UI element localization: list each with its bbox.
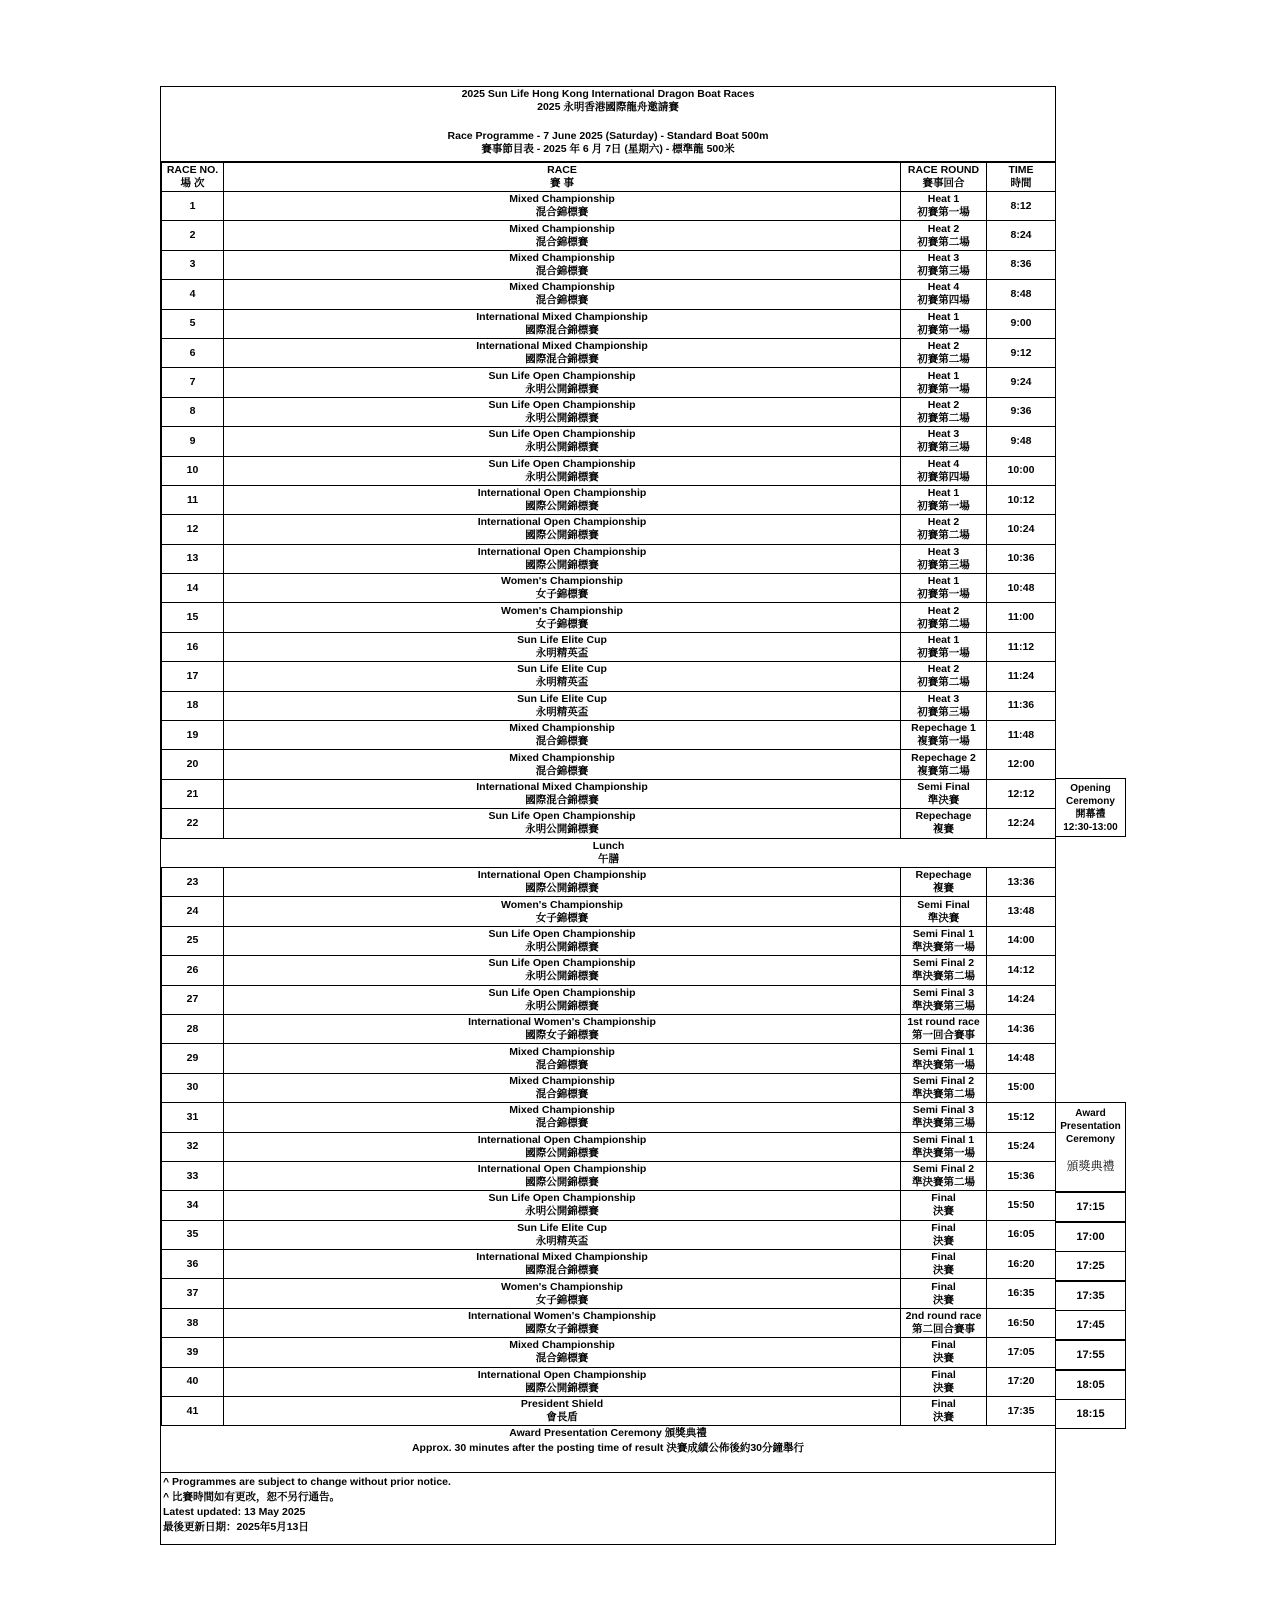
race-time-cell: 8:36 (987, 250, 1056, 279)
race-time-cell: 8:12 (987, 192, 1056, 221)
race-row (162, 779, 1056, 808)
race-round-cell: Final 決賽 (901, 1397, 987, 1426)
race-no-cell: 23 (162, 867, 224, 896)
race-no-cell: 16 (162, 632, 224, 661)
race-name-cell: Sun Life Elite Cup 永明精英盃 (224, 632, 901, 661)
race-time-cell: 17:20 (987, 1367, 1056, 1396)
award-time-box: 17:00 (1055, 1222, 1126, 1252)
race-time-cell: 10:24 (987, 515, 1056, 544)
race-round-cell: Repechage 複賽 (901, 809, 987, 838)
race-time-cell: 12:24 (987, 809, 1056, 838)
race-no-cell: 22 (162, 809, 224, 838)
race-name-cell: Sun Life Open Championship 永明公開錦標賽 (224, 956, 901, 985)
race-no-cell: 32 (162, 1132, 224, 1161)
race-time-cell: 9:00 (987, 309, 1056, 338)
race-round-cell: Repechage 複賽 (901, 867, 987, 896)
race-row (162, 750, 1056, 779)
race-row (162, 574, 1056, 603)
race-round-cell: Repechage 1 複賽第一場 (901, 721, 987, 750)
race-time-cell: 11:24 (987, 662, 1056, 691)
race-name-cell: Mixed Championship 混合錦標賽 (224, 1103, 901, 1132)
race-time-cell: 16:20 (987, 1250, 1056, 1279)
race-row (162, 456, 1056, 485)
race-no-cell: 25 (162, 926, 224, 955)
race-name-cell: Sun Life Open Championship 永明公開錦標賽 (224, 397, 901, 426)
race-no-cell: 10 (162, 456, 224, 485)
race-row (162, 1279, 1056, 1308)
note-change-zh: ^ 比賽時間如有更改，恕不另行通告。 (163, 1491, 341, 1503)
race-time-cell: 17:35 (987, 1397, 1056, 1426)
race-no-cell: 40 (162, 1367, 224, 1396)
race-round-cell: Heat 1 初賽第一場 (901, 485, 987, 514)
race-name-cell: International Mixed Championship 國際混合錦標賽 (224, 338, 901, 367)
race-no-cell: 27 (162, 985, 224, 1014)
race-no-cell: 3 (162, 250, 224, 279)
race-no-cell: 35 (162, 1220, 224, 1249)
race-time-cell: 15:00 (987, 1073, 1056, 1102)
race-time-cell: 9:36 (987, 397, 1056, 426)
race-time-cell: 9:48 (987, 427, 1056, 456)
race-round-cell: 1st round race 第一回合賽事 (901, 1014, 987, 1043)
race-round-cell: Semi Final 2 準決賽第二場 (901, 956, 987, 985)
race-no-cell: 39 (162, 1338, 224, 1367)
title-en: 2025 Sun Life Hong Kong International Dragon Boat Races (461, 88, 755, 100)
race-row (162, 1073, 1056, 1102)
race-time-cell: 15:12 (987, 1103, 1056, 1132)
race-round-cell: Semi Final 3 準決賽第三場 (901, 985, 987, 1014)
race-name-cell: Sun Life Elite Cup 永明精英盃 (224, 691, 901, 720)
title-zh: 2025 永明香港國際龍舟邀請賽 (537, 101, 679, 113)
updated-zh: 最後更新日期：2025年5月13日 (163, 1521, 309, 1533)
race-name-cell: Women's Championship 女子錦標賽 (224, 897, 901, 926)
race-no-cell: 36 (162, 1250, 224, 1279)
race-round-cell: 2nd round race 第二回合賽事 (901, 1308, 987, 1337)
race-row (162, 250, 1056, 279)
race-round-cell: Repechage 2 複賽第二場 (901, 750, 987, 779)
subtitle-zh: 賽事節目表 - 2025 年 6 月 7日 (星期六) - 標準龍 500米 (481, 143, 735, 155)
award-note: Award Presentation Ceremony 頒獎典禮 Approx. 30 minutes after the posting time of result 決賽成績公佈後約30分鐘舉行 (411, 1427, 805, 1455)
race-no-cell: 21 (162, 779, 224, 808)
race-name-cell: Mixed Championship 混合錦標賽 (224, 280, 901, 309)
race-name-cell: Sun Life Open Championship 永明公開錦標賽 (224, 368, 901, 397)
race-time-cell: 14:24 (987, 985, 1056, 1014)
race-row (162, 280, 1056, 309)
race-round-cell: Semi Final 3 準決賽第三場 (901, 1103, 987, 1132)
race-round-cell: Semi Final 1 準決賽第一場 (901, 926, 987, 955)
race-round-cell: Final 決賽 (901, 1191, 987, 1220)
race-row (162, 691, 1056, 720)
race-row (162, 427, 1056, 456)
race-time-cell: 11:48 (987, 721, 1056, 750)
race-row (162, 1308, 1056, 1337)
race-name-cell: Mixed Championship 混合錦標賽 (224, 221, 901, 250)
race-row (162, 721, 1056, 750)
award-time-box: 17:25 (1055, 1251, 1126, 1281)
race-row (162, 632, 1056, 661)
race-time-cell: 13:48 (987, 897, 1056, 926)
note-change-en: ^ Programmes are subject to change without prior notice. (163, 1476, 451, 1488)
race-round-cell: Heat 1 初賽第一場 (901, 632, 987, 661)
race-no-cell: 4 (162, 280, 224, 309)
race-time-cell: 10:48 (987, 574, 1056, 603)
race-table (161, 162, 1056, 1426)
race-round-cell: Final 決賽 (901, 1220, 987, 1249)
race-time-cell: 10:00 (987, 456, 1056, 485)
race-no-cell: 8 (162, 397, 224, 426)
race-round-cell: Heat 1 初賽第一場 (901, 574, 987, 603)
race-row (162, 1132, 1056, 1161)
race-round-cell: Heat 3 初賽第三場 (901, 691, 987, 720)
race-round-cell: Heat 2 初賽第二場 (901, 603, 987, 632)
race-round-cell: Heat 4 初賽第四場 (901, 280, 987, 309)
race-round-cell: Heat 1 初賽第一場 (901, 192, 987, 221)
col-race: RACE 賽 事 (224, 163, 901, 192)
race-row (162, 1103, 1056, 1132)
race-name-cell: Mixed Championship 混合錦標賽 (224, 1338, 901, 1367)
race-round-cell: Heat 3 初賽第三場 (901, 427, 987, 456)
race-no-cell: 31 (162, 1103, 224, 1132)
race-name-cell: Sun Life Open Championship 永明公開錦標賽 (224, 985, 901, 1014)
race-time-cell: 9:12 (987, 338, 1056, 367)
race-time-cell: 14:36 (987, 1014, 1056, 1043)
race-row (162, 1044, 1056, 1073)
race-row (162, 221, 1056, 250)
race-no-cell: 26 (162, 956, 224, 985)
race-row (162, 1338, 1056, 1367)
race-round-cell: Heat 1 初賽第一場 (901, 309, 987, 338)
race-no-cell: 2 (162, 221, 224, 250)
race-round-cell: Semi Final 1 準決賽第一場 (901, 1044, 987, 1073)
race-name-cell: International Open Championship 國際公開錦標賽 (224, 485, 901, 514)
race-round-cell: Heat 2 初賽第二場 (901, 515, 987, 544)
programme-document (160, 86, 1056, 1545)
race-name-cell: International Women's Championship 國際女子錦標賽 (224, 1014, 901, 1043)
award-time-box: 18:15 (1055, 1399, 1126, 1429)
race-round-cell: Heat 1 初賽第一場 (901, 368, 987, 397)
race-time-cell: 16:50 (987, 1308, 1056, 1337)
race-no-cell: 9 (162, 427, 224, 456)
race-time-cell: 16:35 (987, 1279, 1056, 1308)
race-round-cell: Semi Final 2 準決賽第二場 (901, 1073, 987, 1102)
race-name-cell: International Open Championship 國際公開錦標賽 (224, 1132, 901, 1161)
race-row (162, 897, 1056, 926)
race-row (162, 603, 1056, 632)
race-time-cell: 11:36 (987, 691, 1056, 720)
race-name-cell: Mixed Championship 混合錦標賽 (224, 250, 901, 279)
race-row (162, 544, 1056, 573)
race-time-cell: 12:12 (987, 779, 1056, 808)
race-name-cell: Mixed Championship 混合錦標賽 (224, 750, 901, 779)
race-time-cell: 15:36 (987, 1161, 1056, 1190)
race-round-cell: Heat 3 初賽第三場 (901, 250, 987, 279)
race-name-cell: Sun Life Open Championship 永明公開錦標賽 (224, 809, 901, 838)
race-no-cell: 7 (162, 368, 224, 397)
race-round-cell: Heat 2 初賽第二場 (901, 662, 987, 691)
race-round-cell: Heat 2 初賽第二場 (901, 221, 987, 250)
race-name-cell: Mixed Championship 混合錦標賽 (224, 1044, 901, 1073)
race-name-cell: Sun Life Open Championship 永明公開錦標賽 (224, 926, 901, 955)
race-no-cell: 24 (162, 897, 224, 926)
race-round-cell: Heat 4 初賽第四場 (901, 456, 987, 485)
race-no-cell: 29 (162, 1044, 224, 1073)
race-row (162, 956, 1056, 985)
race-name-cell: Sun Life Elite Cup 永明精英盃 (224, 662, 901, 691)
race-no-cell: 20 (162, 750, 224, 779)
race-name-cell: Women's Championship 女子錦標賽 (224, 574, 901, 603)
race-name-cell: Mixed Championship 混合錦標賽 (224, 192, 901, 221)
race-time-cell: 8:24 (987, 221, 1056, 250)
race-round-cell: Final 決賽 (901, 1279, 987, 1308)
race-time-cell: 16:05 (987, 1220, 1056, 1249)
race-round-cell: Semi Final 1 準決賽第一場 (901, 1132, 987, 1161)
subtitle-en: Race Programme - 7 June 2025 (Saturday) - Standard Boat 500m (447, 130, 769, 142)
race-time-cell: 8:48 (987, 280, 1056, 309)
race-time-cell: 14:12 (987, 956, 1056, 985)
race-time-cell: 10:12 (987, 485, 1056, 514)
race-no-cell: 30 (162, 1073, 224, 1102)
race-row (162, 1220, 1056, 1249)
race-name-cell: International Open Championship 國際公開錦標賽 (224, 1367, 901, 1396)
award-time-box: 17:15 (1055, 1192, 1126, 1222)
race-row (162, 309, 1056, 338)
race-name-cell: Sun Life Elite Cup 永明精英盃 (224, 1220, 901, 1249)
lunch-cell: Lunch 午膳 (162, 838, 1056, 867)
race-no-cell: 13 (162, 544, 224, 573)
race-no-cell: 18 (162, 691, 224, 720)
race-row (162, 1161, 1056, 1190)
race-no-cell: 37 (162, 1279, 224, 1308)
race-no-cell: 33 (162, 1161, 224, 1190)
race-name-cell: International Open Championship 國際公開錦標賽 (224, 1161, 901, 1190)
race-time-cell: 12:00 (987, 750, 1056, 779)
award-time-box: 17:45 (1055, 1310, 1126, 1340)
race-name-cell: International Women's Championship 國際女子錦標賽 (224, 1308, 901, 1337)
programme-header (161, 87, 1055, 162)
award-time-box: 18:05 (1055, 1370, 1126, 1400)
race-round-cell: Heat 2 初賽第二場 (901, 338, 987, 367)
race-row (162, 368, 1056, 397)
race-name-cell: Sun Life Open Championship 永明公開錦標賽 (224, 427, 901, 456)
col-round: RACE ROUND 賽事回合 (901, 163, 987, 192)
col-time: TIME 時間 (987, 163, 1056, 192)
race-name-cell: International Mixed Championship 國際混合錦標賽 (224, 779, 901, 808)
race-row (162, 1250, 1056, 1279)
race-name-cell: International Open Championship 國際公開錦標賽 (224, 544, 901, 573)
race-no-cell: 28 (162, 1014, 224, 1043)
updated-en: Latest updated: 13 May 2025 (163, 1506, 306, 1518)
race-row (162, 485, 1056, 514)
race-round-cell: Semi Final 準決賽 (901, 779, 987, 808)
race-no-cell: 15 (162, 603, 224, 632)
race-no-cell: 11 (162, 485, 224, 514)
race-round-cell: Semi Final 2 準決賽第二場 (901, 1161, 987, 1190)
race-name-cell: Sun Life Open Championship 永明公開錦標賽 (224, 1191, 901, 1220)
race-row (162, 1367, 1056, 1396)
race-name-cell: International Open Championship 國際公開錦標賽 (224, 867, 901, 896)
race-time-cell: 15:24 (987, 1132, 1056, 1161)
race-round-cell: Final 決賽 (901, 1367, 987, 1396)
race-row (162, 515, 1056, 544)
race-no-cell: 34 (162, 1191, 224, 1220)
race-no-cell: 12 (162, 515, 224, 544)
race-no-cell: 38 (162, 1308, 224, 1337)
lunch-row (162, 838, 1056, 867)
award-time-box: 17:55 (1055, 1340, 1126, 1370)
race-name-cell: Women's Championship 女子錦標賽 (224, 1279, 901, 1308)
race-no-cell: 41 (162, 1397, 224, 1426)
column-header-row (162, 163, 1056, 192)
race-no-cell: 17 (162, 662, 224, 691)
race-time-cell: 14:00 (987, 926, 1056, 955)
race-row (162, 338, 1056, 367)
race-time-cell: 13:36 (987, 867, 1056, 896)
race-name-cell: Mixed Championship 混合錦標賽 (224, 1073, 901, 1102)
race-row (162, 1397, 1056, 1426)
race-round-cell: Final 決賽 (901, 1338, 987, 1367)
race-name-cell: Mixed Championship 混合錦標賽 (224, 721, 901, 750)
race-time-cell: 11:12 (987, 632, 1056, 661)
race-row (162, 1191, 1056, 1220)
race-time-cell: 15:50 (987, 1191, 1056, 1220)
race-time-cell: 10:36 (987, 544, 1056, 573)
race-time-cell: 11:00 (987, 603, 1056, 632)
race-row (162, 1014, 1056, 1043)
award-ceremony-box: Award Presentation Ceremony 頒獎典禮 (1055, 1102, 1126, 1192)
race-name-cell: International Mixed Championship 國際混合錦標賽 (224, 309, 901, 338)
race-no-cell: 19 (162, 721, 224, 750)
race-no-cell: 14 (162, 574, 224, 603)
race-row (162, 192, 1056, 221)
race-row (162, 397, 1056, 426)
opening-ceremony-box: Opening Ceremony 開幕禮 12:30-13:00 (1055, 778, 1126, 837)
col-race-no: RACE NO. 場 次 (162, 163, 224, 192)
race-name-cell: Women's Championship 女子錦標賽 (224, 603, 901, 632)
race-round-cell: Final 決賽 (901, 1250, 987, 1279)
race-name-cell: President Shield 會長盾 (224, 1397, 901, 1426)
race-name-cell: International Open Championship 國際公開錦標賽 (224, 515, 901, 544)
race-no-cell: 5 (162, 309, 224, 338)
race-round-cell: Semi Final 準決賽 (901, 897, 987, 926)
race-name-cell: Sun Life Open Championship 永明公開錦標賽 (224, 456, 901, 485)
race-time-cell: 9:24 (987, 368, 1056, 397)
race-round-cell: Heat 2 初賽第二場 (901, 397, 987, 426)
race-row (162, 867, 1056, 896)
race-row (162, 809, 1056, 838)
award-time-box: 17:35 (1055, 1281, 1126, 1311)
race-time-cell: 14:48 (987, 1044, 1056, 1073)
race-row (162, 926, 1056, 955)
race-no-cell: 6 (162, 338, 224, 367)
race-name-cell: International Mixed Championship 國際混合錦標賽 (224, 1250, 901, 1279)
footer-notes (161, 1472, 1055, 1544)
race-row (162, 662, 1056, 691)
race-no-cell: 1 (162, 192, 224, 221)
race-round-cell: Heat 3 初賽第三場 (901, 544, 987, 573)
race-row (162, 985, 1056, 1014)
race-time-cell: 17:05 (987, 1338, 1056, 1367)
